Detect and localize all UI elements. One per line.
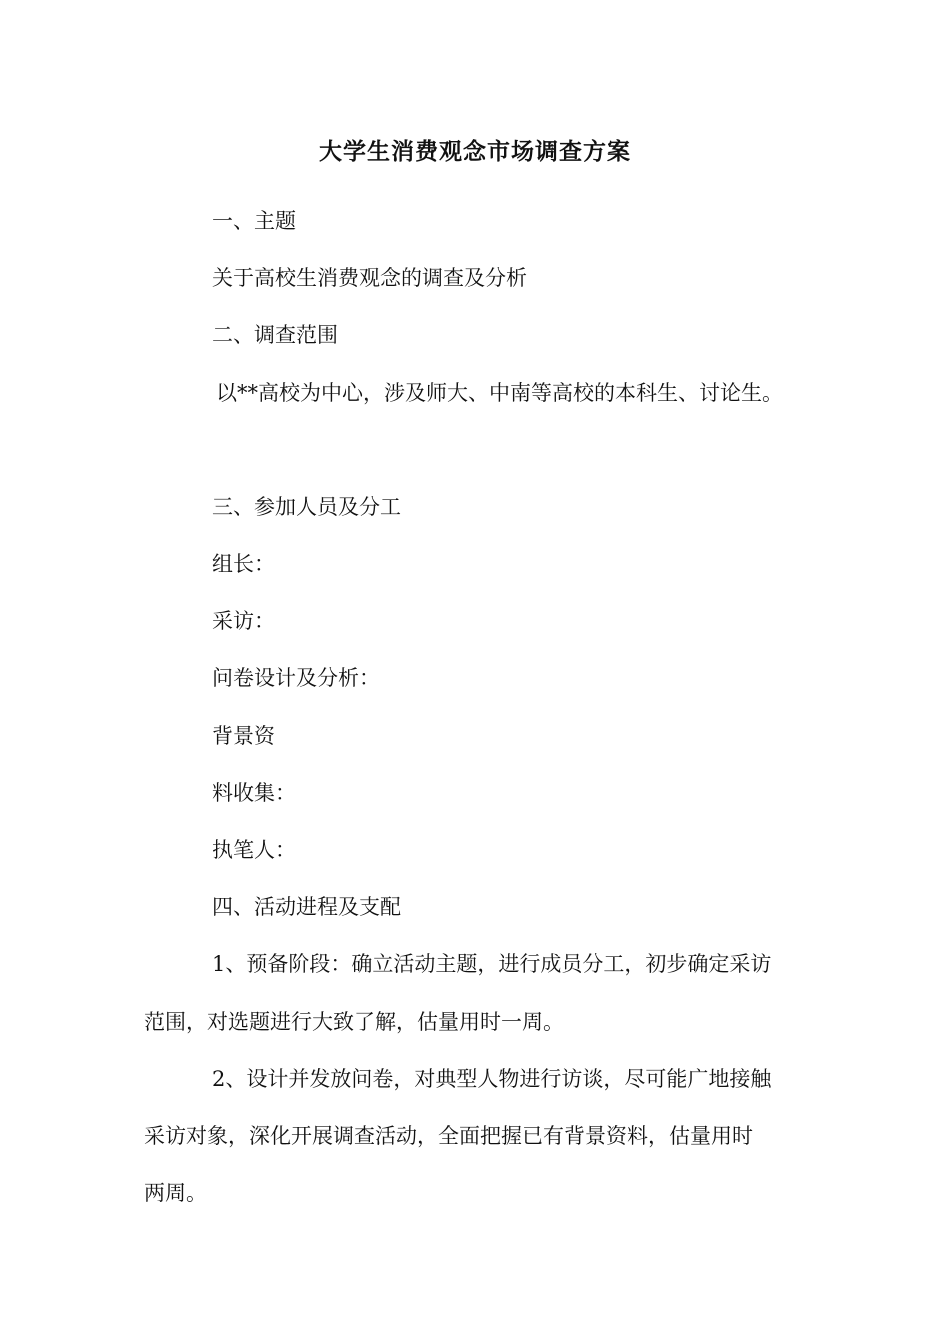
topic-text: 关于高校生消费观念的调查及分析 [212,266,527,290]
schedule-item-2-line-3: 两周。 [144,1181,207,1205]
scope-text: 以**高校为中心，涉及师大、中南等高校的本科生、讨论生。 [216,381,783,405]
schedule-item-2-line-2: 采访对象，深化开展调查活动，全面把握已有背景资料，估量用时 [144,1124,753,1148]
staff-interview: 采访： [212,609,275,633]
schedule-item-1-line-1: 1、预备阶段：确立活动主题，进行成员分工，初步确定采访 [212,952,772,976]
section-heading-schedule: 四、活动进程及支配 [212,895,401,919]
staff-background-1: 背景资 [212,724,275,748]
document-title: 大学生消费观念市场调查方案 [319,138,631,165]
staff-leader: 组长： [212,552,275,576]
section-heading-staff: 三、参加人员及分工 [212,495,401,519]
staff-writer: 执笔人： [212,838,296,862]
staff-questionnaire: 问卷设计及分析： [212,666,380,690]
section-heading-scope: 二、调查范围 [212,323,338,347]
schedule-item-1-line-2: 范围，对选题进行大致了解，估量用时一周。 [144,1010,564,1034]
section-heading-topic: 一、主题 [212,209,296,233]
schedule-item-2-line-1: 2、设计并发放问卷，对典型人物进行访谈，尽可能广地接触 [212,1067,772,1091]
staff-background-2: 料收集： [212,781,296,805]
